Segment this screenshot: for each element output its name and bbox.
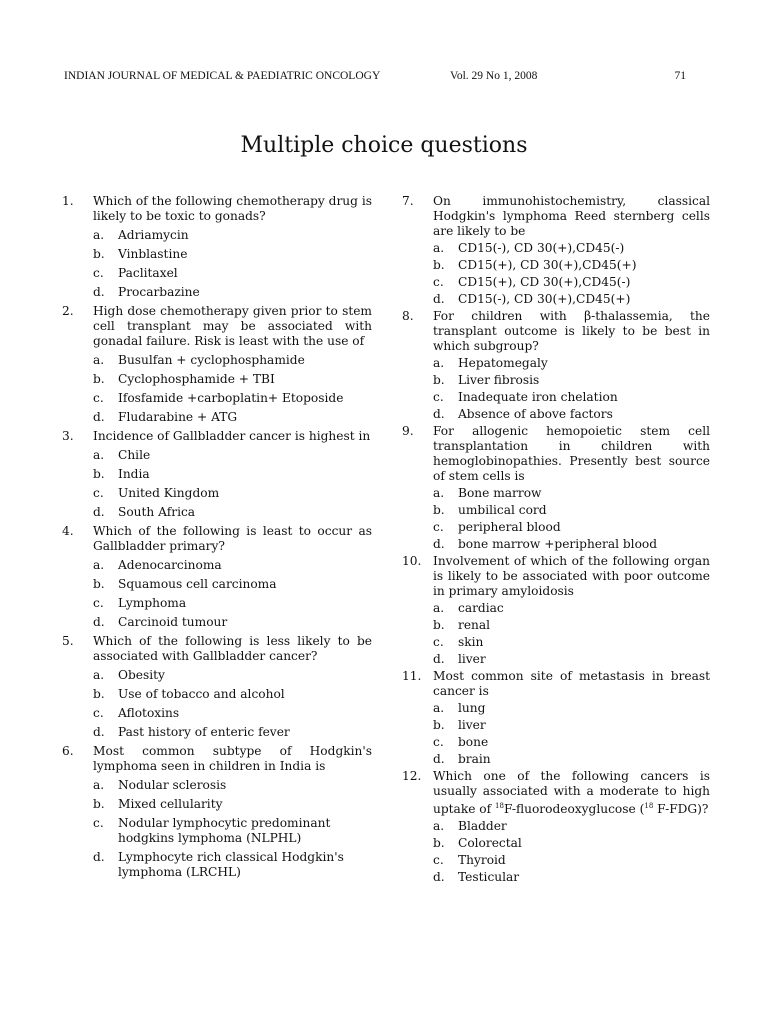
left-column [62, 194, 372, 884]
option-d [402, 752, 710, 767]
option-letter: b. [93, 797, 105, 811]
option-letter: c. [93, 486, 104, 500]
question-text: Which of the following is less likely to be associated with Gallbladder cancer? [93, 634, 372, 663]
option-letter: d. [93, 285, 105, 299]
option-a [402, 241, 710, 256]
option-letter: b. [433, 618, 445, 632]
option-letter: a. [433, 486, 445, 500]
question-3 [62, 429, 372, 520]
question-text: Which of the following chemotherapy drug is likely to be toxic to gonads? [93, 194, 372, 223]
option-letter: c. [433, 735, 444, 749]
option-letter: b. [433, 373, 445, 387]
option-letter: a. [93, 668, 105, 682]
question-6 [62, 744, 372, 880]
option-c [62, 266, 372, 281]
page-title: Multiple choice questions [240, 133, 528, 158]
option-d [62, 505, 372, 520]
option-c [402, 390, 710, 405]
option-letter: c. [433, 635, 444, 649]
option-c [402, 520, 710, 535]
option-text: CD15(+), CD 30(+),CD45(-) [458, 275, 631, 289]
option-letter: b. [93, 247, 105, 261]
option-d [402, 292, 710, 307]
question-text: For children with β-thalassemia, the transplant outcome is likely to be best in which subgroup? [433, 309, 710, 353]
option-letter: a. [433, 356, 445, 370]
option-text: brain [458, 752, 491, 766]
options-list [402, 241, 710, 307]
option-text: bone marrow +peripheral blood [458, 537, 658, 551]
option-letter: d. [433, 652, 445, 666]
option-letter: c. [93, 391, 104, 405]
option-letter: d. [433, 292, 445, 306]
option-letter: a. [93, 448, 105, 462]
question-number: 1. [62, 194, 74, 208]
journal-name: INDIAN JOURNAL OF MEDICAL & PAEDIATRIC ONCOLOGY [64, 70, 381, 82]
options-list [62, 353, 372, 425]
option-text: Thyroid [458, 853, 506, 868]
option-text: Inadequate iron chelation [458, 390, 618, 404]
option-text: Colorectal [458, 836, 522, 851]
option-text: South Africa [118, 505, 196, 519]
option-letter: d. [93, 505, 105, 519]
option-c [402, 735, 710, 750]
option-text: Lymphoma [118, 596, 187, 610]
option-a [402, 356, 710, 371]
option-text: Bladder [458, 819, 507, 834]
option-a [62, 668, 372, 683]
question-number: 10. [402, 554, 422, 568]
option-text: Procarbazine [118, 285, 200, 299]
option-letter: d. [93, 725, 105, 739]
option-letter: c. [93, 266, 104, 280]
option-text: Aflotoxins [118, 706, 180, 720]
option-c [62, 816, 372, 846]
option-b [402, 258, 710, 273]
question-1 [62, 194, 372, 300]
option-letter: d. [433, 870, 445, 885]
option-letter: c. [93, 816, 104, 830]
option-text: Past history of enteric fever [118, 725, 290, 739]
option-letter: b. [433, 836, 445, 851]
option-d [62, 615, 372, 630]
option-text: Adenocarcinoma [118, 558, 222, 572]
option-c [62, 706, 372, 721]
question-12 [402, 769, 710, 885]
option-text: Liver fibrosis [458, 373, 540, 387]
option-text: CD15(+), CD 30(+),CD45(+) [458, 258, 637, 272]
option-d [402, 652, 710, 667]
option-a [402, 601, 710, 616]
option-letter: a. [93, 558, 105, 572]
question-text: Which of the following is least to occur as Gallbladder primary? [93, 524, 372, 553]
option-text: Vinblastine [118, 247, 188, 261]
page-number: 71 [674, 70, 686, 82]
option-text: Fludarabine + ATG [118, 410, 238, 424]
option-letter: a. [433, 601, 445, 615]
option-text: liver [458, 652, 486, 666]
option-d [62, 285, 372, 300]
option-d [402, 870, 710, 885]
options-list [62, 668, 372, 740]
option-text: Paclitaxel [118, 266, 178, 280]
question-number: 6. [62, 744, 74, 758]
question-7 [402, 194, 710, 307]
option-letter: a. [433, 819, 445, 834]
option-letter: b. [433, 503, 445, 517]
option-letter: a. [93, 228, 105, 242]
option-text: Nodular lymphocytic predominant hodgkins lymphoma (NLPHL) [118, 816, 331, 845]
option-a [62, 778, 372, 793]
option-b [402, 503, 710, 518]
option-text: Obesity [118, 668, 165, 682]
question-text: Involvement of which of the following organ is likely to be associated with poor outcome in primary amyloidosis [433, 554, 710, 598]
option-b [402, 718, 710, 733]
option-letter: a. [433, 701, 445, 715]
option-text: CD15(-), CD 30(+),CD45(-) [458, 241, 625, 255]
option-text: Bone marrow [458, 486, 542, 500]
option-letter: c. [433, 520, 444, 534]
option-letter: d. [93, 615, 105, 629]
option-letter: b. [433, 258, 445, 272]
option-letter: a. [93, 353, 105, 367]
option-b [62, 687, 372, 702]
option-text: India [118, 467, 150, 481]
option-letter: c. [433, 275, 444, 289]
options-list [62, 558, 372, 630]
question-number: 3. [62, 429, 74, 443]
question-number: 12. [402, 769, 422, 783]
option-text: Lymphocyte rich classical Hodgkin's lymphoma (LRCHL) [118, 850, 344, 879]
question-text: On immunohistochemistry, classical Hodgkin's lymphoma Reed sternberg cells are likely to be [433, 194, 710, 238]
option-a [402, 819, 710, 834]
option-letter: c. [93, 706, 104, 720]
option-text: Squamous cell carcinoma [118, 577, 277, 591]
option-letter: b. [93, 577, 105, 591]
running-header [64, 70, 704, 86]
options-list [62, 778, 372, 880]
options-list [402, 819, 710, 885]
options-list [402, 601, 710, 667]
question-2 [62, 304, 372, 425]
option-d [402, 407, 710, 422]
question-text: Most common site of metastasis in breast cancer is [433, 669, 710, 698]
option-text: Ifosfamide +carboplatin+ Etoposide [118, 391, 344, 405]
option-b [402, 373, 710, 388]
option-letter: b. [93, 467, 105, 481]
option-d [62, 410, 372, 425]
option-a [402, 486, 710, 501]
option-letter: c. [433, 853, 444, 868]
option-a [62, 558, 372, 573]
option-letter: d. [93, 410, 105, 424]
option-a [62, 448, 372, 463]
options-list [62, 228, 372, 300]
question-number: 4. [62, 524, 74, 538]
option-b [62, 797, 372, 812]
option-text: Nodular sclerosis [118, 778, 227, 792]
option-text: Use of tobacco and alcohol [118, 687, 285, 701]
option-c [62, 486, 372, 501]
option-text: United Kingdom [118, 486, 220, 500]
question-text: Incidence of Gallbladder cancer is highest in [93, 429, 371, 443]
question-number: 5. [62, 634, 74, 648]
option-b [62, 577, 372, 592]
option-letter: b. [433, 718, 445, 732]
options-list [402, 486, 710, 552]
question-text: Which one of the following cancers is usually associated with a moderate to high uptake of $^{18}$F-fluorodeoxyglucose ($^{18}$ F-FDG)? [433, 769, 710, 817]
question-number: 8. [402, 309, 414, 323]
option-text: Hepatomegaly [458, 356, 548, 370]
option-b [402, 836, 710, 851]
question-text: High dose chemotherapy given prior to stem cell transplant may be associated with gonadal failure. Risk is least with the use of [93, 304, 372, 348]
option-letter: b. [93, 372, 105, 386]
option-text: Adriamycin [118, 228, 189, 242]
option-b [62, 372, 372, 387]
option-text: Busulfan + cyclophosphamide [118, 353, 305, 367]
option-text: Absence of above factors [458, 407, 613, 421]
option-letter: d. [433, 407, 445, 421]
question-11 [402, 669, 710, 767]
question-8 [402, 309, 710, 422]
option-text: renal [458, 618, 491, 632]
question-number: 9. [402, 424, 414, 438]
option-d [62, 725, 372, 740]
option-letter: d. [433, 537, 445, 551]
option-text: Chile [118, 448, 151, 462]
option-letter: d. [93, 850, 105, 864]
option-letter: d. [433, 752, 445, 766]
option-text: cardiac [458, 601, 504, 615]
option-letter: c. [433, 390, 444, 404]
option-text: CD15(-), CD 30(+),CD45(+) [458, 292, 631, 306]
question-10 [402, 554, 710, 667]
question-9 [402, 424, 710, 552]
option-letter: a. [93, 778, 105, 792]
option-text: umbilical cord [458, 503, 547, 517]
options-list [402, 356, 710, 422]
option-b [402, 618, 710, 633]
question-number: 11. [402, 669, 422, 683]
option-c [402, 635, 710, 650]
options-list [62, 448, 372, 520]
option-text: Mixed cellularity [118, 797, 223, 811]
option-c [62, 391, 372, 406]
option-letter: a. [433, 241, 445, 255]
option-text: Cyclophosphamide + TBI [118, 372, 275, 386]
option-text: peripheral blood [458, 520, 561, 534]
option-a [62, 353, 372, 368]
question-number: 7. [402, 194, 414, 208]
option-letter: b. [93, 687, 105, 701]
option-c [402, 275, 710, 290]
option-a [402, 701, 710, 716]
question-text: For allogenic hemopoietic stem cell transplantation in children with hemoglobinopathies. Presently best source of stem cells is [433, 424, 710, 483]
option-c [62, 596, 372, 611]
option-text: Testicular [458, 870, 520, 885]
option-c [402, 853, 710, 868]
options-list [402, 701, 710, 767]
option-a [62, 228, 372, 243]
option-d [62, 850, 372, 880]
option-text: Carcinoid tumour [118, 615, 228, 629]
option-text: bone [458, 735, 489, 749]
question-5 [62, 634, 372, 740]
question-4 [62, 524, 372, 630]
option-text: lung [458, 701, 486, 715]
option-letter: c. [93, 596, 104, 610]
question-text: Most common subtype of Hodgkin's lymphoma seen in children in India is [93, 744, 372, 773]
right-column [402, 194, 710, 887]
option-text: skin [458, 635, 484, 649]
option-b [62, 247, 372, 262]
question-number: 2. [62, 304, 74, 318]
volume-info: Vol. 29 No 1, 2008 [450, 70, 538, 82]
option-d [402, 537, 710, 552]
option-text: liver [458, 718, 486, 732]
option-b [62, 467, 372, 482]
